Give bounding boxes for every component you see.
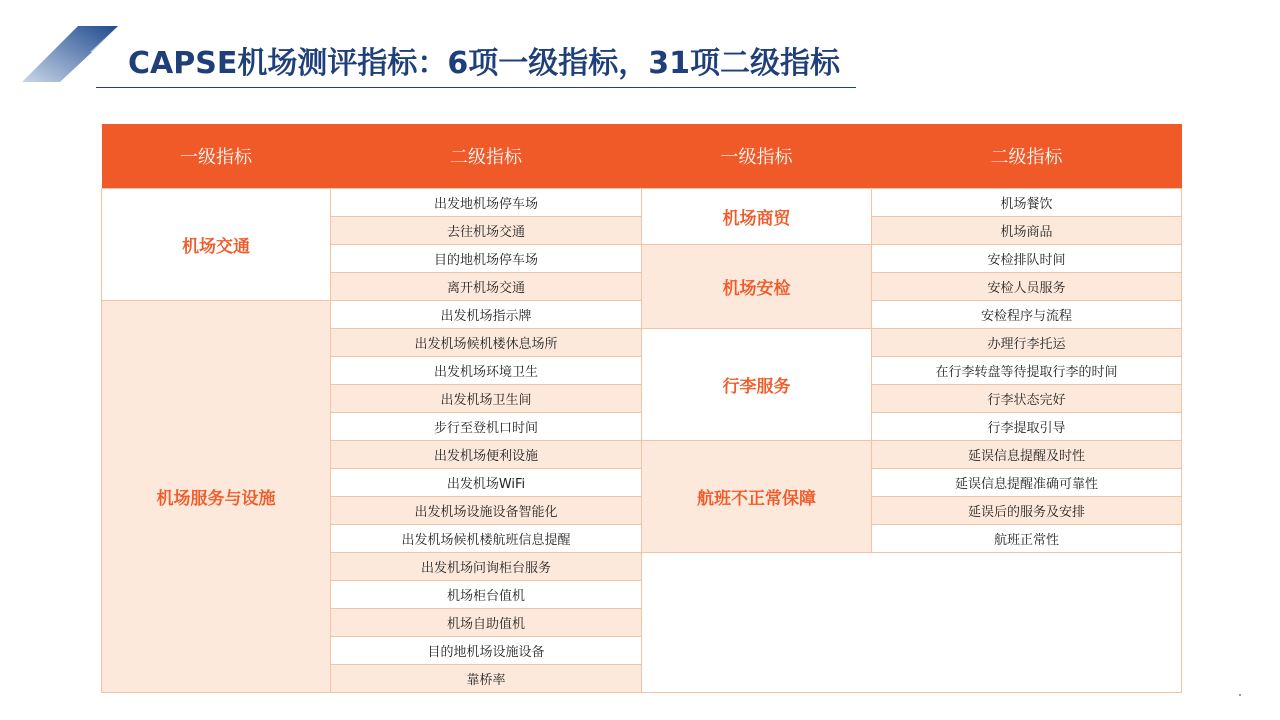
level1-cell-flight-irregularity: 航班不正常保障 [642,441,872,553]
level2-cell: 航班正常性 [872,525,1182,553]
level2-cell: 目的地机场设施设备 [331,637,642,665]
level2-cell: 离开机场交通 [331,273,642,301]
level1-cell-airport-retail: 机场商贸 [642,189,872,245]
level2-cell: 出发机场设施设备智能化 [331,497,642,525]
level2-cell: 行李状态完好 [872,385,1182,413]
level2-cell: 安检排队时间 [872,245,1182,273]
level2-cell: 机场自助值机 [331,609,642,637]
level2-cell: 机场餐饮 [872,189,1182,217]
level2-cell: 行李提取引导 [872,413,1182,441]
brand-logo-icon [20,24,120,84]
level2-cell: 在行李转盘等待提取行李的时间 [872,357,1182,385]
level1-cell-airport-services: 机场服务与设施 [102,301,331,693]
level2-cell: 出发机场候机楼航班信息提醒 [331,525,642,553]
table-header-row [102,124,1182,189]
level2-cell: 机场商品 [872,217,1182,245]
empty-area [642,553,1182,693]
header-level2-right: 二级指标 [872,124,1182,189]
level1-cell-airport-security: 机场安检 [642,245,872,329]
level2-cell: 出发机场环境卫生 [331,357,642,385]
level2-cell: 出发机场指示牌 [331,301,642,329]
level2-cell: 出发机场候机楼休息场所 [331,329,642,357]
level2-cell: 延误信息提醒准确可靠性 [872,469,1182,497]
level1-cell-airport-transport: 机场交通 [102,189,331,301]
level1-cell-baggage-service: 行李服务 [642,329,872,441]
level2-cell: 出发机场WiFi [331,469,642,497]
page-title: CAPSE机场测评指标：6项一级指标，31项二级指标 [128,46,840,81]
level2-cell: 出发机场问询柜台服务 [331,553,642,581]
level2-cell: 机场柜台值机 [331,581,642,609]
level2-cell: 出发机场卫生间 [331,385,642,413]
table-row [102,189,1182,217]
level2-cell: 出发机场便利设施 [331,441,642,469]
level2-cell: 步行至登机口时间 [331,413,642,441]
header-level2-left: 二级指标 [331,124,642,189]
level2-cell: 办理行李托运 [872,329,1182,357]
level2-cell: 去往机场交通 [331,217,642,245]
header-level1-right: 一级指标 [642,124,872,189]
level2-cell: 靠桥率 [331,665,642,693]
level2-cell: 安检人员服务 [872,273,1182,301]
level2-cell: 安检程序与流程 [872,301,1182,329]
header-level1-left: 一级指标 [102,124,331,189]
metrics-table [101,124,1182,693]
title-divider [96,87,856,88]
level2-cell: 目的地机场停车场 [331,245,642,273]
level2-cell: 延误信息提醒及时性 [872,441,1182,469]
level2-cell: 延误后的服务及安排 [872,497,1182,525]
level2-cell: 出发地机场停车场 [331,189,642,217]
page-marker [1239,694,1241,696]
